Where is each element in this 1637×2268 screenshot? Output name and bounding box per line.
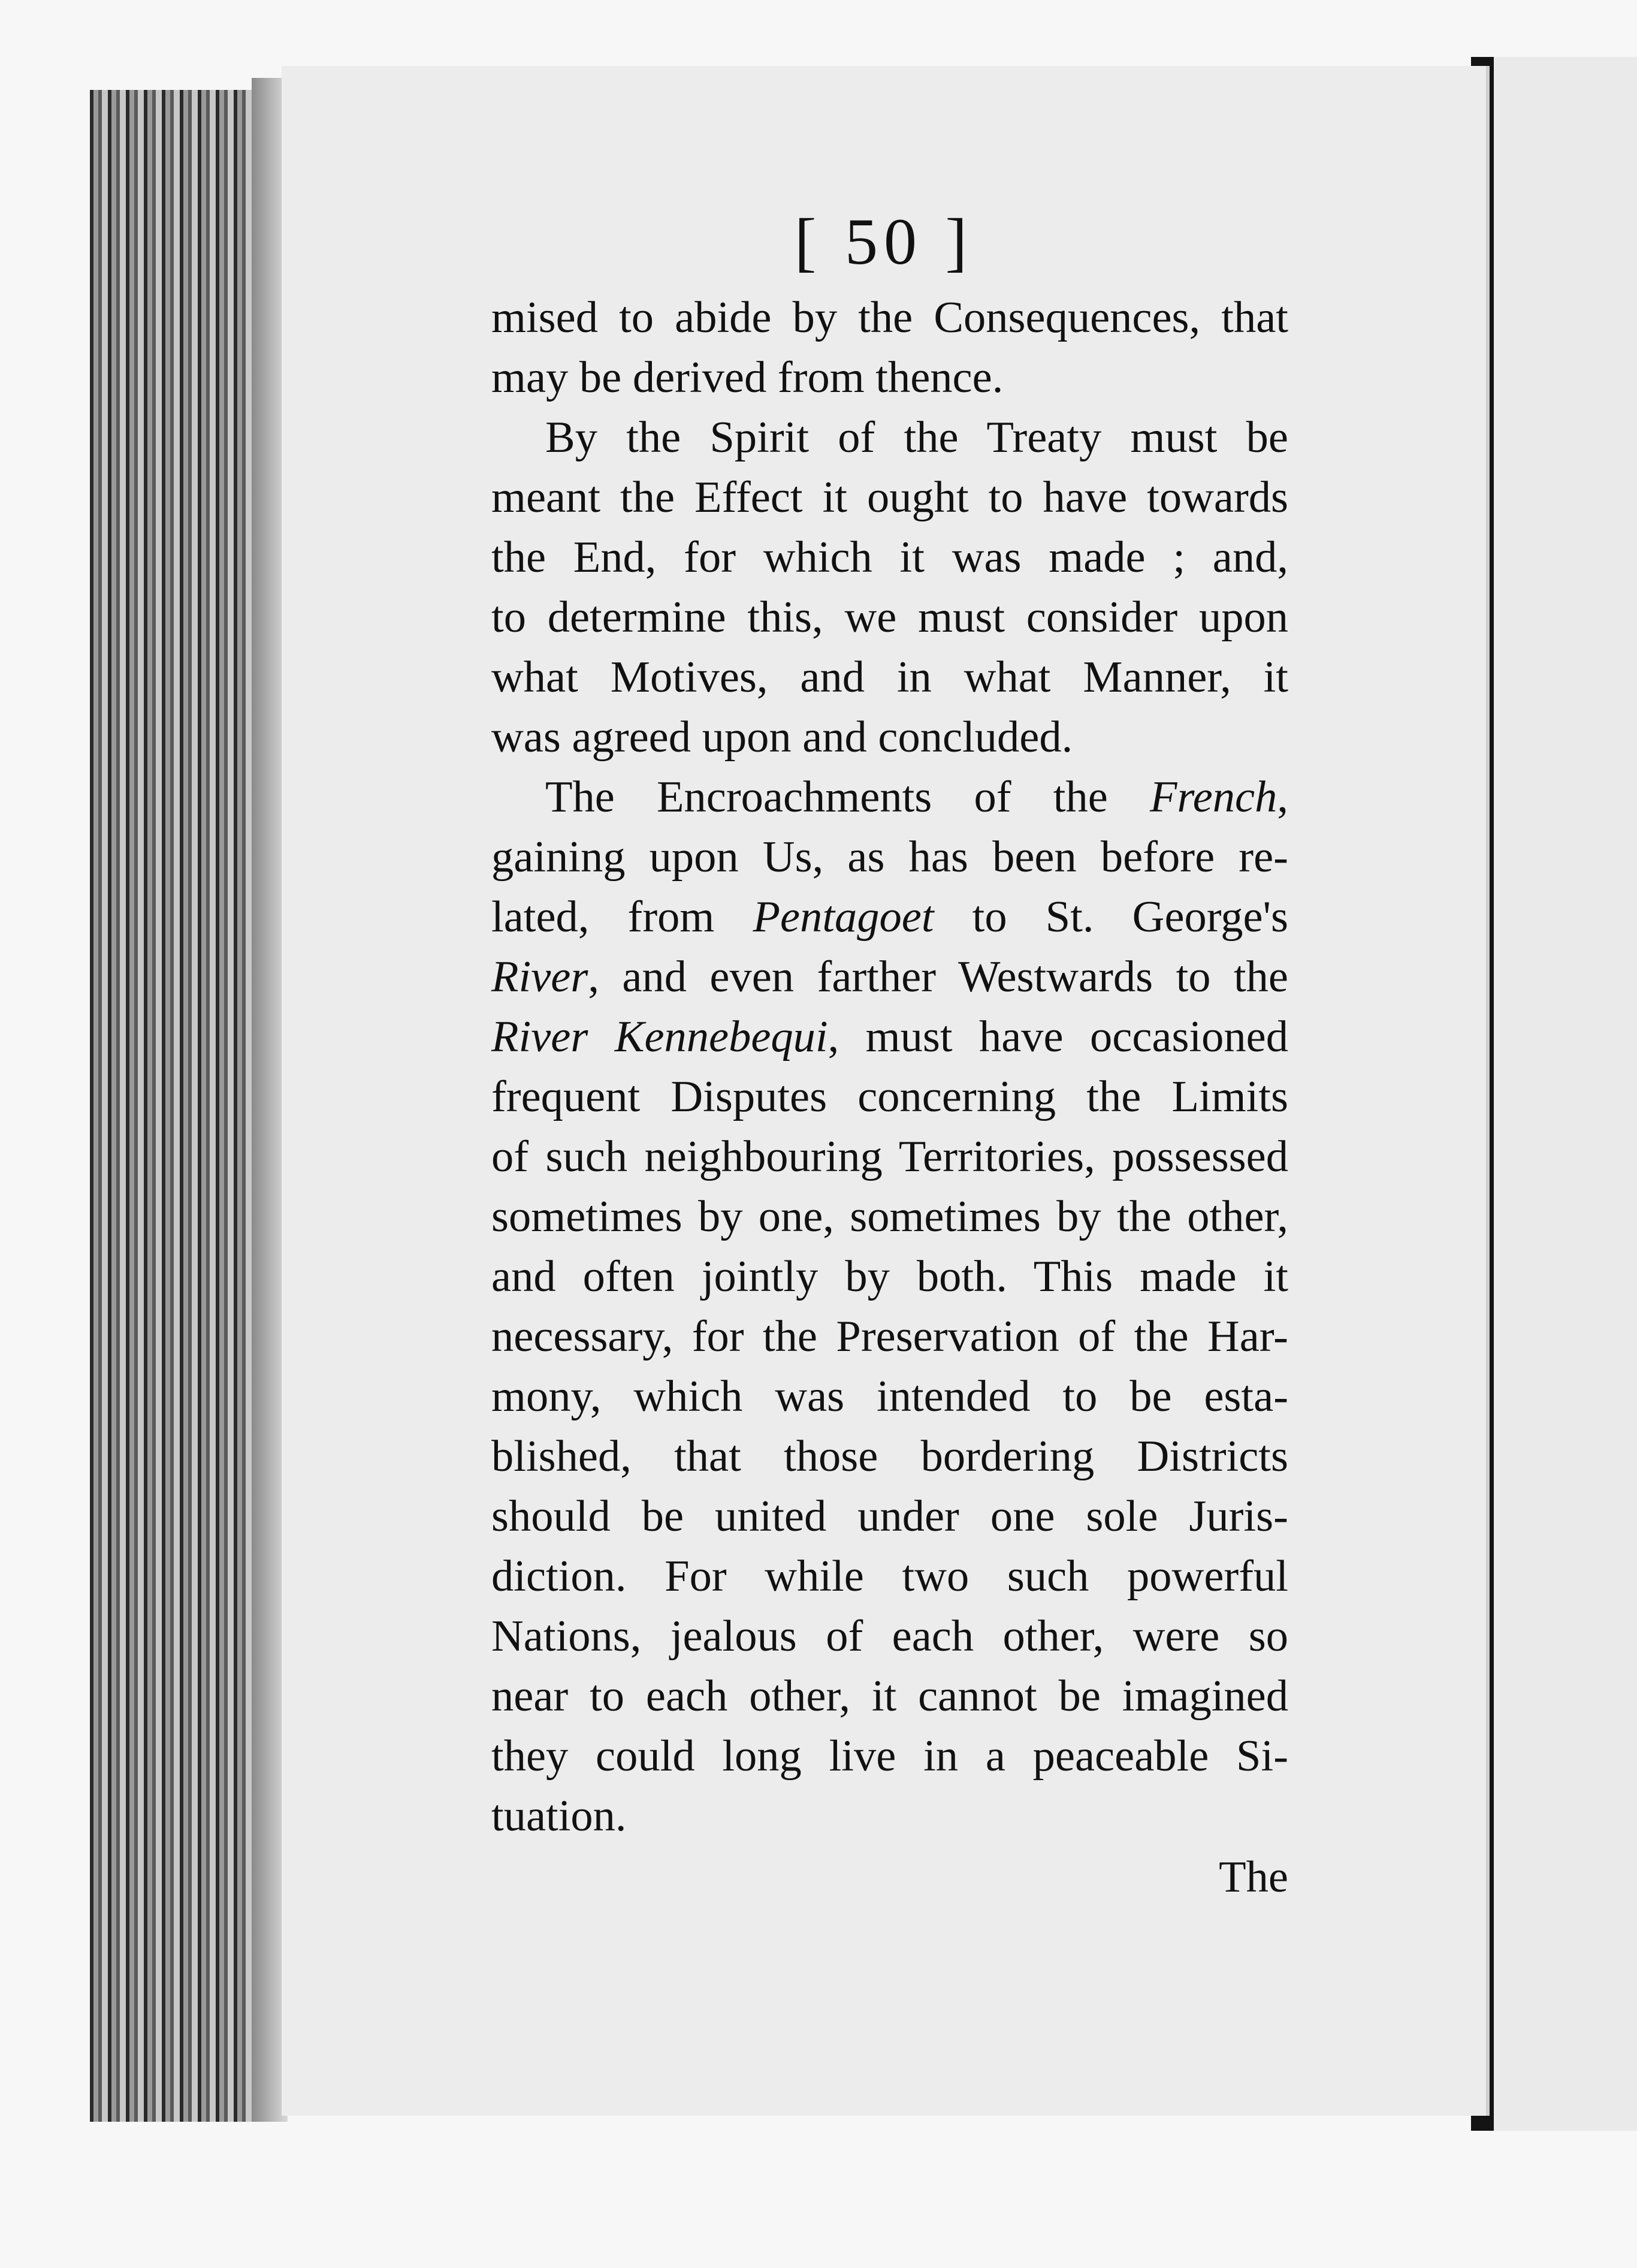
book-page [282,66,1490,2116]
body-text [491,288,1288,1846]
text-line: and often jointly by both. This made it [491,1252,1288,1301]
text-line: diction. For while two such powerful [491,1552,1288,1601]
page-number: [ 50 ] [794,205,974,278]
text-line: necessary, for the Preservation of the Har- [491,1312,1288,1361]
text-line: may be derived from thence. [491,353,1004,402]
text-line: The Encroachments of the French, [545,773,1288,822]
text-line: sometimes by one, sometimes by the other, [491,1192,1288,1241]
text-line: the End, for which it was made ; and, [491,533,1288,582]
text-line: River Kennebequi, must have occasioned [491,1012,1289,1061]
text-line: to determine this, we must consider upon [491,593,1288,642]
text-line: blished, that those bordering Districts [491,1432,1288,1481]
text-line: By the Spirit of the Treaty must be [545,413,1288,462]
text-line: of such neighbouring Territories, possessed [491,1132,1288,1181]
text-line: mised to abide by the Consequences, that [491,293,1288,342]
text-line: lated, from Pentagoet to St. George's [491,892,1288,942]
text-line: tuation. [491,1792,627,1841]
text-line: what Motives, and in what Manner, it [491,653,1288,702]
text-line: meant the Effect it ought to have towards [491,473,1288,522]
facing-page-edge [1494,57,1637,2131]
text-line: frequent Disputes concerning the Limits [491,1072,1288,1121]
text-line: River, and even farther Westwards to the [491,952,1288,1002]
text-line: should be united under one sole Juris- [491,1492,1288,1541]
catchword: The [1219,1853,1288,1902]
text-line: Nations, jealous of each other, were so [491,1612,1288,1661]
text-line: was agreed upon and concluded. [491,713,1073,762]
text-line: near to each other, it cannot be imagined [491,1672,1288,1721]
text-line: they could long live in a peaceable Si- [491,1732,1288,1781]
text-line: mony, which was intended to be esta- [491,1372,1288,1421]
text-line: gaining upon Us, as has been before re- [491,833,1288,882]
